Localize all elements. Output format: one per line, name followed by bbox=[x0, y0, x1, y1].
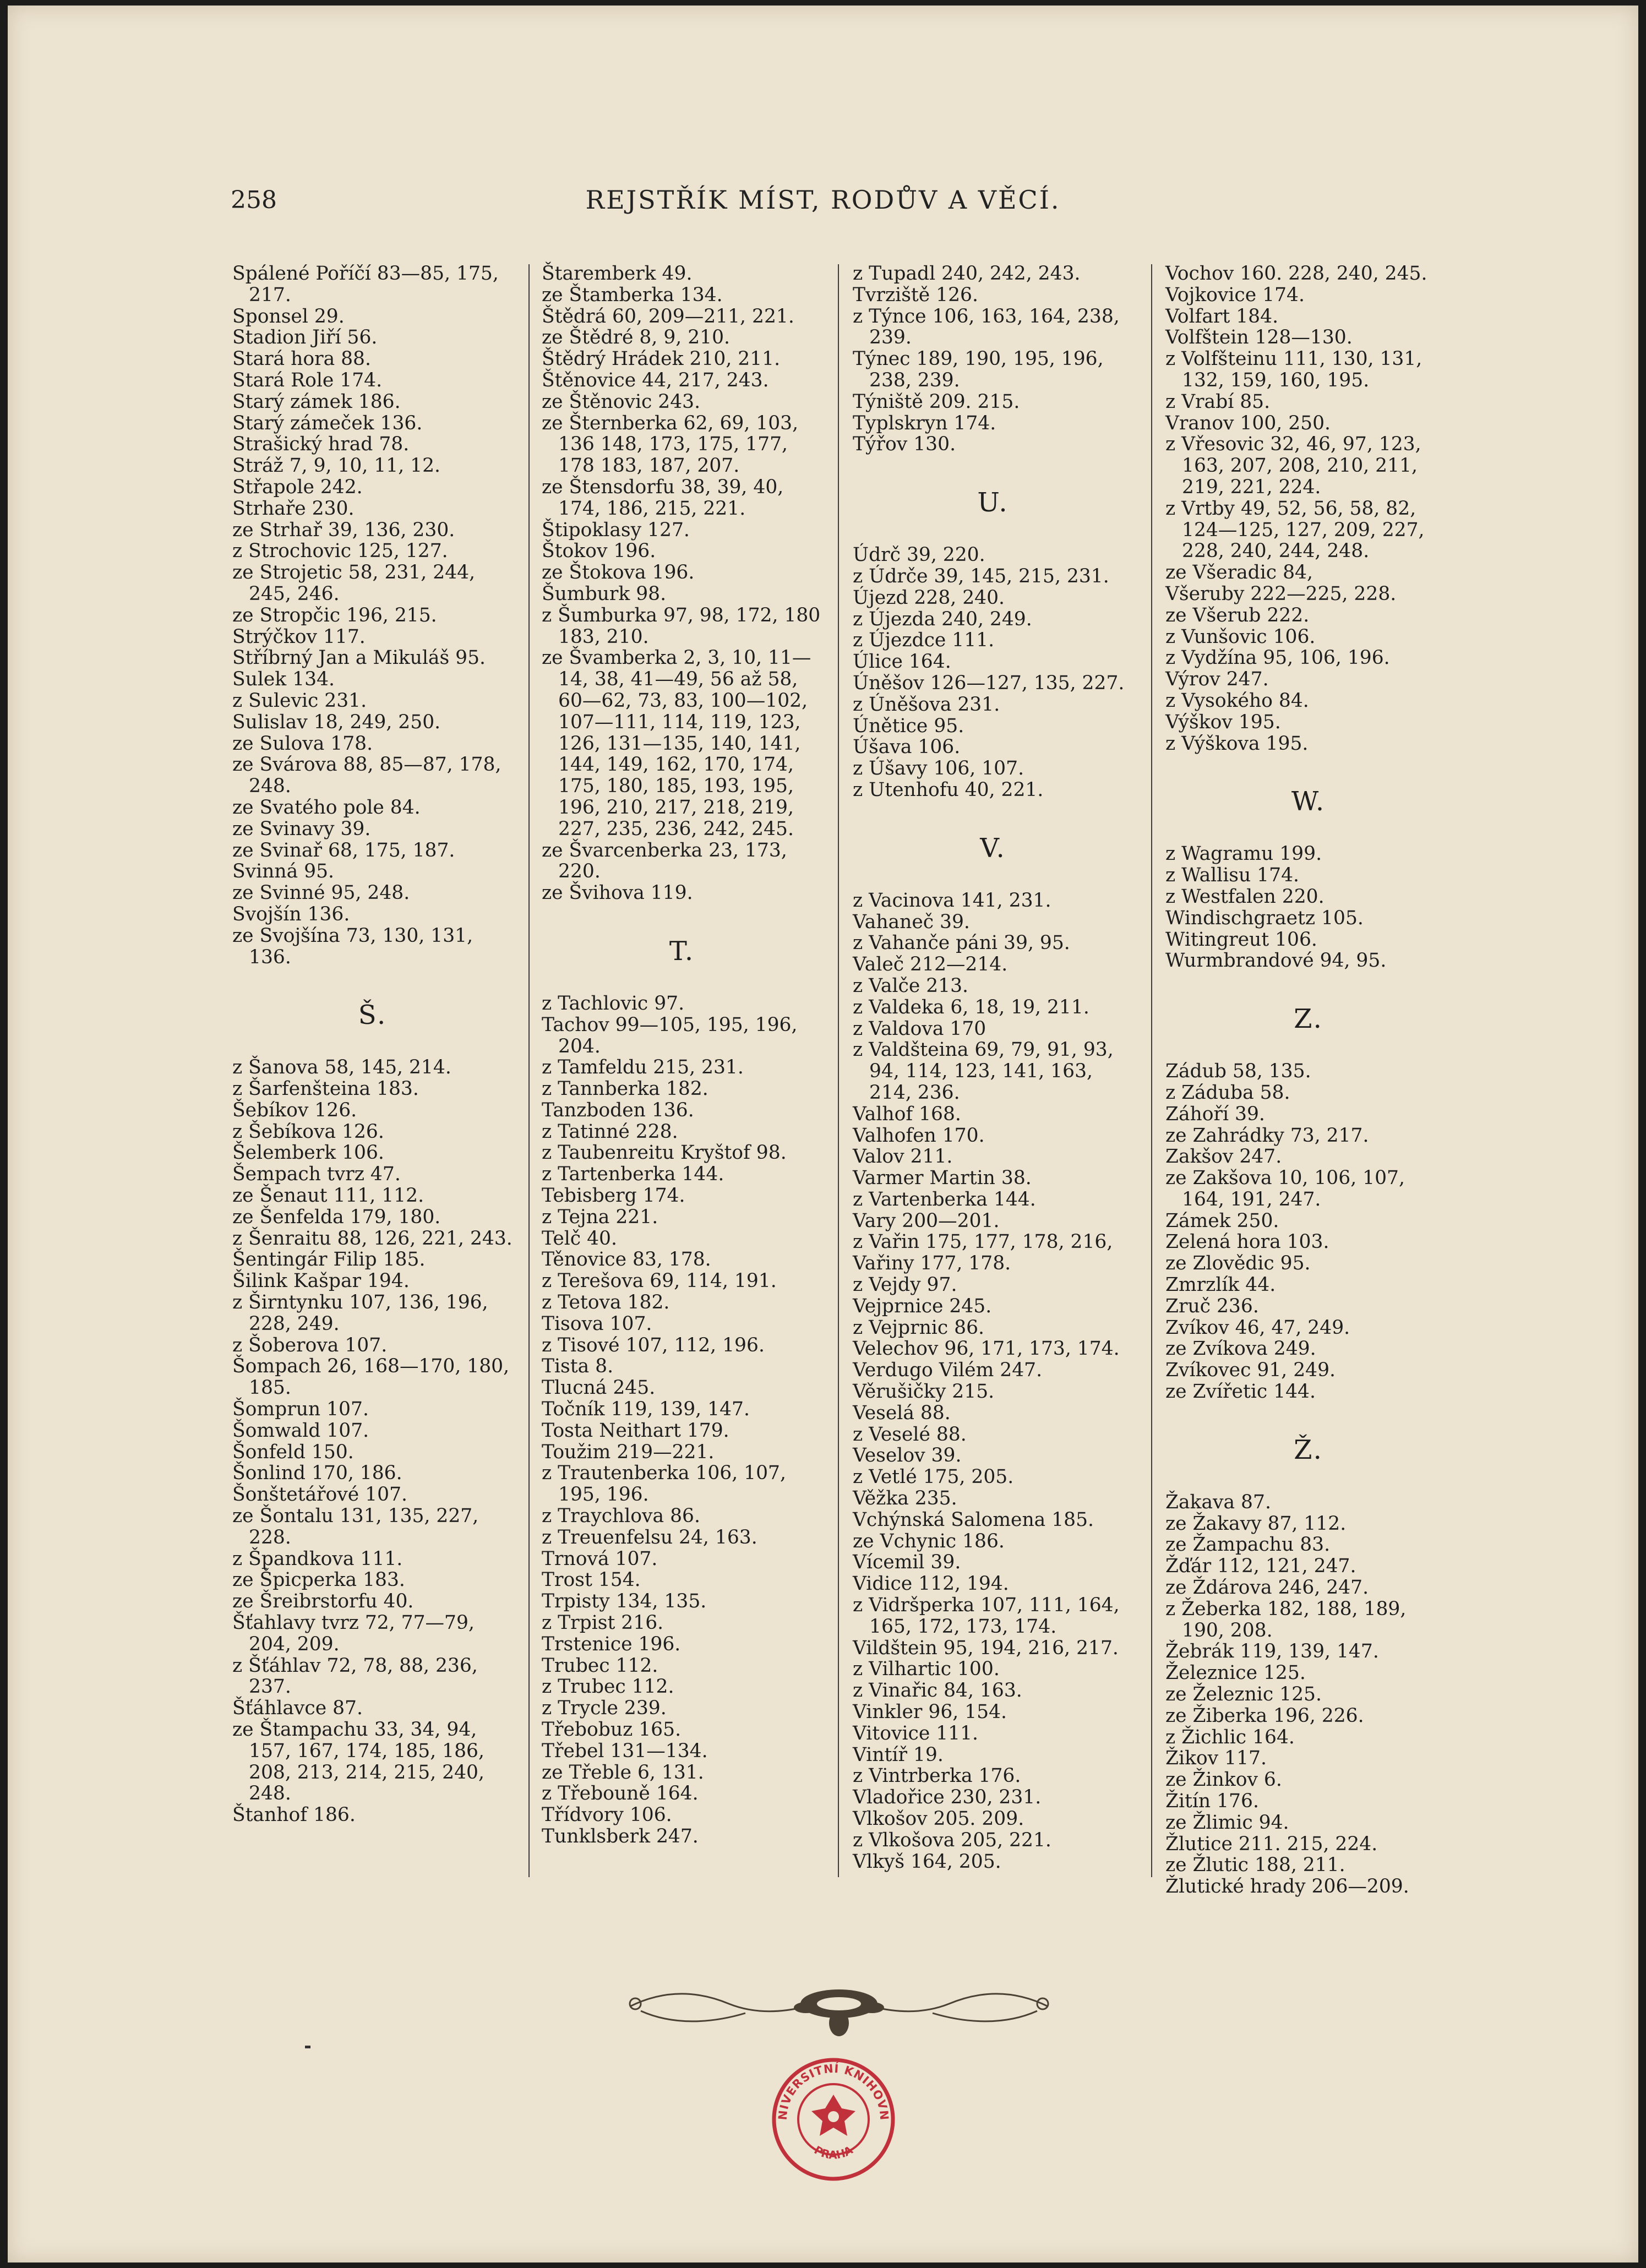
index-entry: z Valdšteina 69, 79, 91, 93, 94, 114, 123, 141, 163, 214, 236. bbox=[853, 1039, 1120, 1104]
index-entry: Trubec 112. bbox=[542, 1654, 658, 1677]
index-entry: z Úněšova 231. bbox=[853, 693, 1000, 716]
index-entry: z Úšavy 106, 107. bbox=[853, 757, 1024, 780]
index-entry: Vlkošov 205. 209. bbox=[853, 1808, 1024, 1830]
index-entry: Žďár 112, 121, 247. bbox=[1165, 1555, 1356, 1578]
index-entry: ze Vchynic 186. bbox=[853, 1530, 1005, 1552]
index-entry: z Újezdce 111. bbox=[853, 629, 995, 652]
index-entry: ze Zvíkova 249. bbox=[1165, 1338, 1316, 1360]
index-column-2 bbox=[542, 263, 827, 1847]
index-entry: Zvíkov 46, 47, 249. bbox=[1165, 1316, 1350, 1339]
index-entry: Zámek 250. bbox=[1165, 1209, 1279, 1232]
index-entry: Valov 211. bbox=[853, 1146, 953, 1168]
flourish-ornament-icon bbox=[619, 1973, 1059, 2040]
index-entry: Toužim 219—221. bbox=[542, 1441, 715, 1463]
index-entry: z Trubec 112. bbox=[542, 1676, 674, 1698]
index-entry: Starý zámeček 136. bbox=[232, 412, 423, 434]
index-entry: Žakava 87. bbox=[1165, 1491, 1271, 1513]
index-entry: Svojšín 136. bbox=[232, 903, 350, 925]
index-entry: ze Sulova 178. bbox=[232, 732, 373, 755]
index-entry: Stará hora 88. bbox=[232, 348, 371, 370]
index-entry: Únětice 95. bbox=[853, 715, 964, 737]
index-entry: Valhofen 170. bbox=[853, 1124, 985, 1147]
index-entry: z Údrče 39, 145, 215, 231. bbox=[853, 565, 1109, 587]
index-entry: Všeruby 222—225, 228. bbox=[1165, 582, 1397, 605]
index-entry: z Tetova 182. bbox=[542, 1291, 670, 1314]
index-entry: ze Svinavy 39. bbox=[232, 817, 371, 840]
index-entry: Trnová 107. bbox=[542, 1547, 658, 1570]
index-entry: Zakšov 247. bbox=[1165, 1146, 1282, 1168]
index-entry: Šonštetářové 107. bbox=[232, 1484, 407, 1506]
index-entry: z Vlkošova 205, 221. bbox=[853, 1829, 1051, 1851]
index-entry: z Terešova 69, 114, 191. bbox=[542, 1270, 777, 1293]
index-entry: z Trycle 239. bbox=[542, 1697, 667, 1720]
index-entry: Šonlind 170, 186. bbox=[232, 1462, 402, 1485]
index-entry: Újezd 228, 240. bbox=[853, 586, 1005, 609]
index-entry: Vladořice 230, 231. bbox=[853, 1786, 1042, 1809]
index-entry: z Wagramu 199. bbox=[1165, 843, 1322, 865]
index-entry: ze Zlovědic 95. bbox=[1165, 1252, 1311, 1275]
index-entry: Valeč 212—214. bbox=[853, 953, 1008, 976]
page-number: 258 bbox=[231, 186, 277, 214]
index-entry: ze Šenfelda 179, 180. bbox=[232, 1206, 441, 1228]
index-entry: ze Všeradic 84, bbox=[1165, 561, 1313, 584]
index-entry: ze Štěnovic 243. bbox=[542, 390, 701, 413]
index-entry: z Vysokého 84. bbox=[1165, 689, 1309, 712]
index-entry: Starý zámek 186. bbox=[232, 390, 401, 413]
index-entry: Tista 8. bbox=[542, 1355, 614, 1378]
index-column-4 bbox=[1165, 263, 1452, 1898]
section-letter: V. bbox=[980, 832, 1006, 864]
index-entry: ze Šenaut 111, 112. bbox=[232, 1185, 424, 1207]
section-letter: W. bbox=[1291, 786, 1326, 817]
index-entry: z Třebouně 164. bbox=[542, 1782, 699, 1805]
index-entry: ze Štensdorfu 38, 39, 40, 174, 186, 215, 221. bbox=[542, 476, 790, 520]
index-entry: Třebel 131—134. bbox=[542, 1740, 708, 1762]
index-entry: Výškov 195. bbox=[1165, 711, 1281, 733]
index-entry: z Vetlé 175, 205. bbox=[853, 1466, 1014, 1489]
index-entry: z Tannberka 182. bbox=[542, 1078, 708, 1100]
index-entry: Volfštein 128—130. bbox=[1165, 326, 1353, 349]
index-entry: Týřov 130. bbox=[853, 433, 956, 456]
index-entry: z Tatinné 228. bbox=[542, 1120, 678, 1143]
index-entry: Tlucná 245. bbox=[542, 1377, 656, 1399]
index-entry: z Šumburka 97, 98, 172, 180 183, 210. bbox=[542, 604, 827, 648]
index-entry: ze Švihova 119. bbox=[542, 882, 693, 904]
index-entry: z Vinařic 84, 163. bbox=[853, 1680, 1022, 1702]
index-entry: z Vrabí 85. bbox=[1165, 390, 1271, 413]
index-entry: ze Ždárova 246, 247. bbox=[1165, 1577, 1369, 1599]
index-entry: z Tisové 107, 112, 196. bbox=[542, 1334, 765, 1356]
index-entry: Trstenice 196. bbox=[542, 1633, 681, 1655]
index-entry: Tosta Neithart 179. bbox=[542, 1419, 729, 1442]
book-page bbox=[8, 6, 1638, 2262]
index-entry: Šomprun 107. bbox=[232, 1398, 369, 1421]
ink-dot bbox=[305, 2046, 310, 2048]
index-entry: Stará Role 174. bbox=[232, 369, 383, 391]
index-entry: Žitín 176. bbox=[1165, 1790, 1259, 1813]
index-entry: Zvíkovec 91, 249. bbox=[1165, 1359, 1336, 1382]
index-entry: ze Strhař 39, 136, 230. bbox=[232, 519, 455, 541]
index-entry: z Vydžína 95, 106, 196. bbox=[1165, 647, 1390, 669]
index-entry: Stráž 7, 9, 10, 11, 12. bbox=[232, 455, 441, 477]
index-entry: z Vřesovic 32, 46, 97, 123, 163, 207, 208, 210, 211, 219, 221, 224. bbox=[1165, 433, 1427, 498]
index-entry: ze Třeble 6, 131. bbox=[542, 1761, 704, 1784]
index-entry: Třebobuz 165. bbox=[542, 1719, 682, 1741]
index-entry: Zelená hora 103. bbox=[1165, 1231, 1329, 1253]
index-entry: z Trpist 216. bbox=[542, 1612, 664, 1634]
index-entry: ze Žlutic 188, 211. bbox=[1165, 1854, 1345, 1877]
index-entry: ze Švamberka 2, 3, 10, 11—14, 38, 41—49, 56 až 58, 60—62, 73, 83, 100—102, 107—111, 114, 119, 123, 126, 131—135, 140, 141, 144, 149, 162, 170, 174, 175, 180, 185, 193, 195, 196, 210, 217, 218, 219, 227, 235, 236, 242, 245. bbox=[542, 647, 814, 840]
index-entry: z Šanova 58, 145, 214. bbox=[232, 1056, 451, 1079]
library-stamp bbox=[770, 2056, 897, 2183]
index-entry: ze Švarcenberka 23, 173, 220. bbox=[542, 839, 793, 883]
index-entry: Úlice 164. bbox=[853, 651, 951, 673]
index-entry: ze Svojšína 73, 130, 131, 136. bbox=[232, 924, 479, 968]
index-entry: Velechov 96, 171, 173, 174. bbox=[853, 1338, 1120, 1360]
index-entry: z Šťáhlav 72, 78, 88, 236, 237. bbox=[232, 1654, 484, 1698]
index-entry: Šompach 26, 168—170, 180, 185. bbox=[232, 1355, 516, 1399]
index-entry: z Záduba 58. bbox=[1165, 1081, 1290, 1104]
index-entry: Vlkyš 164, 205. bbox=[853, 1850, 1001, 1873]
index-entry: ze Žampachu 83. bbox=[1165, 1534, 1331, 1556]
index-entry: z Širntynku 107, 136, 196, 228, 249. bbox=[232, 1291, 494, 1335]
index-entry: z Vrtby 49, 52, 56, 58, 82, 124—125, 127, 209, 227, 228, 240, 244, 248. bbox=[1165, 497, 1431, 563]
svg-text:UNIVERSITNÍ KNIHOVNA: NIVERSITNÍ KNIHOVN bbox=[776, 2062, 891, 2121]
index-entry: ze Štampachu 33, 34, 94, 157, 167, 174, 185, 186, 208, 213, 214, 215, 240, 248. bbox=[232, 1719, 490, 1805]
index-entry: z Vejdy 97. bbox=[853, 1274, 957, 1296]
index-column-3 bbox=[853, 263, 1133, 1872]
index-entry: Svinná 95. bbox=[232, 860, 334, 883]
index-entry: z Šoberova 107. bbox=[232, 1334, 388, 1356]
index-entry: Záhoří 39. bbox=[1165, 1103, 1265, 1125]
index-entry: z Veselé 88. bbox=[853, 1423, 967, 1446]
index-entry: Vildštein 95, 194, 216, 217. bbox=[853, 1637, 1119, 1659]
index-entry: z Trautenberka 106, 107, 195, 196. bbox=[542, 1462, 792, 1506]
index-entry: ze Žlimic 94. bbox=[1165, 1811, 1289, 1834]
index-entry: Zmrzlík 44. bbox=[1165, 1274, 1276, 1296]
index-entry: Úšava 106. bbox=[853, 736, 961, 759]
index-entry: z Vilhartic 100. bbox=[853, 1658, 1000, 1681]
index-entry: Sulislav 18, 249, 250. bbox=[232, 711, 441, 733]
index-entry: Strýčkov 117. bbox=[232, 625, 366, 648]
index-entry: z Výškova 195. bbox=[1165, 732, 1309, 755]
index-entry: Vojkovice 174. bbox=[1165, 284, 1305, 306]
index-entry: Vejprnice 245. bbox=[853, 1295, 992, 1317]
index-entry: Vintíř 19. bbox=[853, 1743, 944, 1766]
index-entry: Volfart 184. bbox=[1165, 305, 1279, 328]
index-entry: ze Zakšova 10, 106, 107, 164, 191, 247. bbox=[1165, 1167, 1411, 1211]
index-entry: Štědrý Hrádek 210, 211. bbox=[542, 348, 781, 370]
section-letter: Ž. bbox=[1294, 1434, 1323, 1465]
index-entry: Trpisty 134, 135. bbox=[542, 1590, 707, 1613]
index-entry: Veselá 88. bbox=[853, 1402, 951, 1424]
index-entry: ze Špicperka 183. bbox=[232, 1569, 405, 1591]
index-entry: Zádub 58, 135. bbox=[1165, 1060, 1311, 1083]
index-entry: z Vejprnic 86. bbox=[853, 1316, 984, 1339]
index-entry: z Tejna 221. bbox=[542, 1206, 658, 1228]
index-entry: z Šenraitu 88, 126, 221, 243. bbox=[232, 1227, 513, 1250]
index-entry: Šomwald 107. bbox=[232, 1419, 369, 1442]
index-entry: Třídvory 106. bbox=[542, 1804, 672, 1827]
column-divider bbox=[1151, 264, 1152, 1877]
index-entry: Vinkler 96, 154. bbox=[853, 1701, 1007, 1724]
index-entry: ze Žinkov 6. bbox=[1165, 1769, 1282, 1791]
index-entry: Šilink Kašpar 194. bbox=[232, 1270, 410, 1293]
index-entry: Střapole 242. bbox=[232, 476, 363, 498]
index-entry: ze Štokova 196. bbox=[542, 561, 695, 584]
index-entry: Štědrá 60, 209—211, 221. bbox=[542, 305, 794, 328]
index-entry: z Vahanče páni 39, 95. bbox=[853, 932, 1070, 955]
column-divider bbox=[838, 264, 839, 1877]
index-entry: Tvrziště 126. bbox=[853, 284, 978, 306]
index-entry: ze Šreibrstorfu 40. bbox=[232, 1590, 414, 1613]
index-entry: Vařiny 177, 178. bbox=[853, 1252, 1011, 1275]
index-entry: Štěnovice 44, 217, 243. bbox=[542, 369, 769, 391]
section-letter: T. bbox=[669, 935, 695, 967]
running-title: REJSTŘÍK MÍST, RODŮV A VĚCÍ. bbox=[585, 185, 1061, 215]
index-entry: z Vunšovic 106. bbox=[1165, 625, 1316, 648]
index-entry: ze Žakavy 87, 112. bbox=[1165, 1512, 1347, 1535]
index-entry: Wurmbrandové 94, 95. bbox=[1165, 950, 1387, 972]
section-letter: U. bbox=[977, 487, 1009, 519]
index-entry: Vary 200—201. bbox=[853, 1209, 1000, 1232]
index-entry: Štanhof 186. bbox=[232, 1804, 356, 1827]
index-column-1 bbox=[232, 263, 516, 1827]
index-entry: ze Stropčic 196, 215. bbox=[232, 604, 437, 626]
index-entry: Typlskryn 174. bbox=[853, 412, 996, 434]
index-entry: ze Železnic 125. bbox=[1165, 1683, 1322, 1706]
index-entry: Vchýnská Salomena 185. bbox=[853, 1508, 1094, 1531]
index-entry: Šebíkov 126. bbox=[232, 1099, 357, 1121]
index-entry: z Tachlovic 97. bbox=[542, 992, 685, 1015]
index-entry: z Valče 213. bbox=[853, 974, 969, 997]
index-entry: z Volfšteinu 111, 130, 131, 132, 159, 160, 195. bbox=[1165, 348, 1429, 391]
index-entry: Šťahlavy tvrz 72, 77—79, 204, 209. bbox=[232, 1612, 481, 1655]
index-entry: Vochov 160. 228, 240, 245. bbox=[1165, 263, 1427, 285]
index-entry: Šonfeld 150. bbox=[232, 1441, 354, 1463]
index-entry: Šumburk 98. bbox=[542, 582, 667, 605]
index-entry: Tebisberg 174. bbox=[542, 1185, 685, 1207]
index-entry: z Špandkova 111. bbox=[232, 1547, 403, 1570]
section-letter: Z. bbox=[1294, 1004, 1323, 1035]
svg-text:PRAHA: PRAHA bbox=[811, 2143, 855, 2162]
index-entry: Veselov 39. bbox=[853, 1444, 962, 1467]
index-entry: Těnovice 83, 178. bbox=[542, 1249, 711, 1271]
index-entry: Windischgraetz 105. bbox=[1165, 907, 1364, 929]
index-entry: z Treuenfelsu 24, 163. bbox=[542, 1526, 757, 1549]
index-entry: Štaremberk 49. bbox=[542, 263, 693, 285]
index-entry: Sponsel 29. bbox=[232, 305, 345, 328]
index-entry: z Žeberka 182, 188, 189, 190, 208. bbox=[1165, 1598, 1413, 1642]
index-entry: z Westfalen 220. bbox=[1165, 885, 1325, 908]
index-entry: z Újezda 240, 249. bbox=[853, 608, 1032, 630]
index-entry: Tachov 99—105, 195, 196, 204. bbox=[542, 1013, 804, 1057]
index-entry: Žebrák 119, 139, 147. bbox=[1165, 1640, 1379, 1663]
index-entry: ze Všerub 222. bbox=[1165, 604, 1310, 626]
index-entry: Witingreut 106. bbox=[1165, 928, 1317, 951]
index-entry: ze Svatého pole 84. bbox=[232, 796, 421, 819]
index-entry: z Tartenberka 144. bbox=[542, 1163, 724, 1186]
index-entry: Vidice 112, 194. bbox=[853, 1573, 1009, 1595]
index-entry: Tunklsberk 247. bbox=[542, 1825, 699, 1847]
column-divider bbox=[528, 264, 530, 1877]
index-entry: Spálené Poříčí 83—85, 175, 217. bbox=[232, 263, 505, 306]
index-entry: ze Zvířetic 144. bbox=[1165, 1381, 1316, 1403]
index-entry: ze Svárova 88, 85—87, 178, 248. bbox=[232, 754, 508, 798]
index-entry: Železnice 125. bbox=[1165, 1662, 1306, 1684]
index-entry: Týnec 189, 190, 195, 196, 238, 239. bbox=[853, 348, 1110, 391]
index-entry: Tisova 107. bbox=[542, 1312, 652, 1335]
index-entry: z Traychlova 86. bbox=[542, 1505, 700, 1528]
index-entry: z Tupadl 240, 242, 243. bbox=[853, 263, 1081, 285]
index-entry: Stříbrný Jan a Mikuláš 95. bbox=[232, 647, 486, 669]
index-entry: Úněšov 126—127, 135, 227. bbox=[853, 672, 1125, 694]
index-entry: ze Štamberka 134. bbox=[542, 284, 723, 306]
index-entry: ze Šternberka 62, 69, 103, 136 148, 173, 175, 177, 178 183, 187, 207. bbox=[542, 412, 805, 477]
index-entry: z Šebíkova 126. bbox=[232, 1120, 384, 1143]
index-entry: Šentingár Filip 185. bbox=[232, 1249, 426, 1271]
index-entry: Žlutice 211. 215, 224. bbox=[1165, 1833, 1378, 1855]
index-entry: Tanzboden 136. bbox=[542, 1099, 694, 1121]
index-entry: z Žichlic 164. bbox=[1165, 1726, 1295, 1748]
index-entry: Žlutické hrady 206—209. bbox=[1165, 1876, 1409, 1898]
index-entry: Vícemil 39. bbox=[853, 1551, 961, 1574]
index-entry: ze Žiberka 196, 226. bbox=[1165, 1704, 1364, 1727]
index-entry: z Šarfenšteina 183. bbox=[232, 1078, 419, 1100]
index-entry: Trost 154. bbox=[542, 1569, 641, 1591]
index-entry: z Taubenreitu Kryštof 98. bbox=[542, 1142, 787, 1164]
index-entry: Vranov 100, 250. bbox=[1165, 412, 1331, 434]
stamp-seal-icon bbox=[770, 2056, 897, 2183]
index-entry: ze Svinař 68, 175, 187. bbox=[232, 839, 455, 862]
index-entry: Stadion Jiří 56. bbox=[232, 326, 378, 349]
index-entry: Točník 119, 139, 147. bbox=[542, 1398, 750, 1421]
index-entry: Věžka 235. bbox=[853, 1487, 957, 1510]
index-entry: Varmer Martin 38. bbox=[853, 1167, 1032, 1190]
index-entry: Údrč 39, 220. bbox=[853, 544, 985, 566]
index-entry: z Vidršperka 107, 111, 164, 165, 172, 173, 174. bbox=[853, 1594, 1126, 1638]
index-entry: Sulek 134. bbox=[232, 668, 335, 691]
index-entry: ze Šontalu 131, 135, 227, 228. bbox=[232, 1505, 485, 1549]
index-entry: z Sulevic 231. bbox=[232, 689, 367, 712]
index-entry: z Vacinova 141, 231. bbox=[853, 889, 1051, 912]
index-entry: z Valdeka 6, 18, 19, 211. bbox=[853, 996, 1089, 1018]
index-entry: z Strochovic 125, 127. bbox=[232, 540, 448, 563]
index-entry: z Wallisu 174. bbox=[1165, 864, 1299, 887]
page-header bbox=[8, 181, 1638, 225]
index-entry: z Tamfeldu 215, 231. bbox=[542, 1056, 744, 1079]
index-entry: z Utenhofu 40, 221. bbox=[853, 778, 1044, 801]
index-entry: Šempach tvrz 47. bbox=[232, 1163, 401, 1186]
index-entry: Štokov 196. bbox=[542, 540, 656, 563]
index-entry: Výrov 247. bbox=[1165, 668, 1269, 691]
index-entry: Vitovice 111. bbox=[853, 1722, 979, 1744]
index-entry: Valhof 168. bbox=[853, 1103, 961, 1125]
index-entry: ze Svinné 95, 248. bbox=[232, 882, 410, 904]
index-entry: Štipoklasy 127. bbox=[542, 519, 690, 541]
index-entry: Strašický hrad 78. bbox=[232, 433, 410, 456]
index-entry: ze Štědré 8, 9, 210. bbox=[542, 326, 731, 349]
index-entry: z Vintrberka 176. bbox=[853, 1765, 1021, 1787]
index-entry: Vahaneč 39. bbox=[853, 911, 970, 933]
index-entry: Strhaře 230. bbox=[232, 497, 355, 520]
index-entry: Věrušičky 215. bbox=[853, 1381, 995, 1403]
index-entry: z Vařin 175, 177, 178, 216, bbox=[853, 1231, 1113, 1253]
section-letter: Š. bbox=[358, 1000, 388, 1031]
index-entry: Verdugo Vilém 247. bbox=[853, 1359, 1043, 1382]
index-entry: z Týnce 106, 163, 164, 238, 239. bbox=[853, 305, 1126, 349]
index-entry: ze Strojetic 58, 231, 244, 245, 246. bbox=[232, 561, 482, 605]
index-entry: Týniště 209. 215. bbox=[853, 390, 1020, 413]
index-entry: ze Zahrádky 73, 217. bbox=[1165, 1124, 1369, 1147]
index-entry: z Valdova 170 bbox=[853, 1017, 986, 1040]
index-entry: Šelemberk 106. bbox=[232, 1142, 384, 1164]
index-entry: Šťáhlavce 87. bbox=[232, 1697, 363, 1720]
index-entry: Žikov 117. bbox=[1165, 1747, 1267, 1770]
index-entry: Zruč 236. bbox=[1165, 1295, 1259, 1317]
index-entry: z Vartenberka 144. bbox=[853, 1188, 1036, 1211]
index-entry: Telč 40. bbox=[542, 1227, 617, 1250]
